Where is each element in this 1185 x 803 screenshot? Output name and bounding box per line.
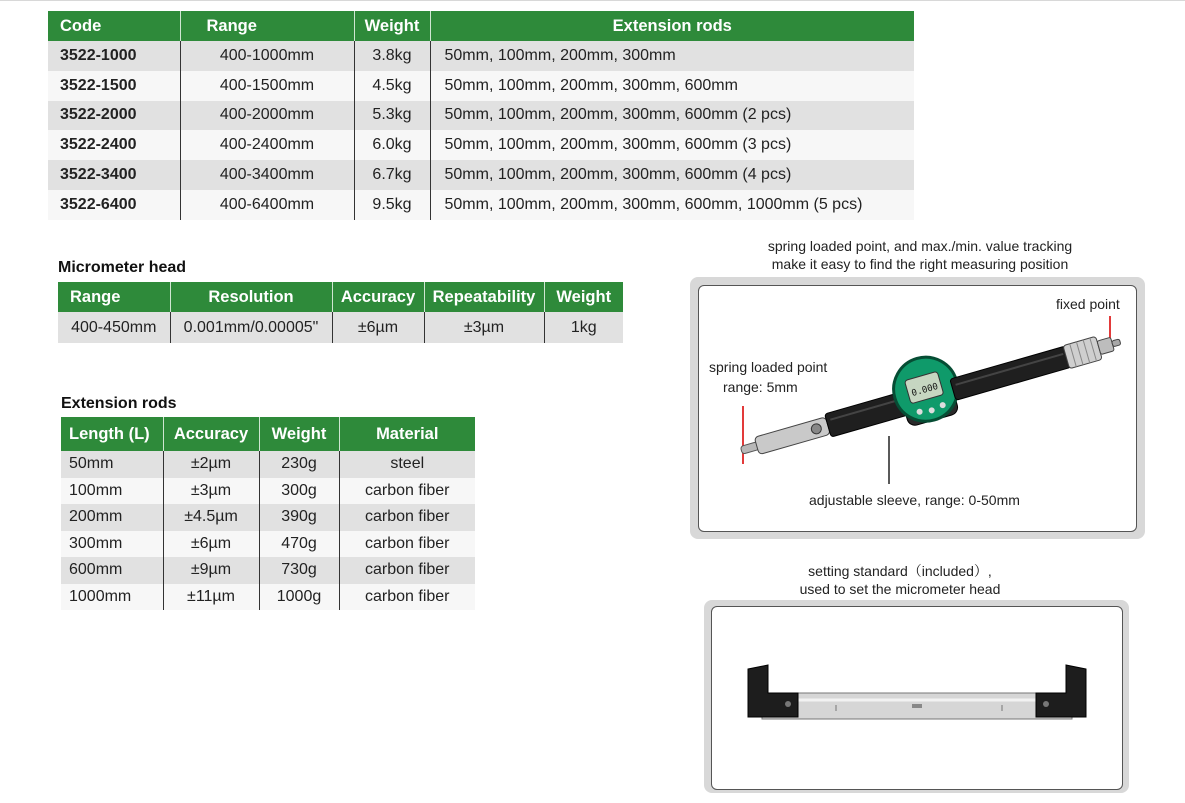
setting-standard-illustration [712, 607, 1122, 789]
rod-material: carbon fiber [339, 478, 475, 505]
col-header-repeatability: Repeatability [424, 282, 544, 312]
rod-material: steel [339, 451, 475, 478]
head-range: 400-450mm [58, 312, 170, 343]
model-rods: 50mm, 100mm, 200mm, 300mm, 600mm [430, 71, 914, 101]
model-rods: 50mm, 100mm, 200mm, 300mm, 600mm (3 pcs) [430, 130, 914, 160]
table-row [61, 478, 475, 505]
rod-accuracy: ±4.5µm [163, 504, 259, 531]
label-fixed-point: fixed point [1056, 296, 1120, 312]
head-accuracy: ±6µm [332, 312, 424, 343]
col-header-weight: Weight [259, 417, 339, 451]
rod-weight: 470g [259, 531, 339, 558]
bore-gauge-illustration [699, 286, 1136, 531]
table-row [48, 160, 914, 190]
table-row [48, 190, 914, 220]
rod-material: carbon fiber [339, 584, 475, 611]
col-header-range: Range [180, 11, 354, 41]
rod-weight: 730g [259, 557, 339, 584]
model-rods: 50mm, 100mm, 200mm, 300mm, 600mm, 1000mm (5 pcs) [430, 190, 914, 220]
model-range: 400-6400mm [180, 190, 354, 220]
extension-rods-header [61, 417, 475, 451]
head-weight: 1kg [544, 312, 623, 343]
rod-accuracy: ±3µm [163, 478, 259, 505]
model-weight: 9.5kg [354, 190, 430, 220]
model-rods: 50mm, 100mm, 200mm, 300mm, 600mm (4 pcs) [430, 160, 914, 190]
model-code: 3522-6400 [48, 190, 180, 220]
table-row [61, 504, 475, 531]
col-header-accuracy: Accuracy [332, 282, 424, 312]
col-header-code: Code [48, 11, 180, 41]
figure1-caption-line2: make it easy to find the right measuring position [771, 256, 1069, 272]
model-range: 400-1000mm [180, 41, 354, 71]
micrometer-head-title: Micrometer head [58, 259, 187, 276]
models-table-header [48, 11, 914, 41]
model-weight: 5.3kg [354, 101, 430, 131]
figure2-caption [700, 562, 1100, 598]
head-repeatability: ±3µm [424, 312, 544, 343]
figure2-caption-line2: used to set the micrometer head [799, 581, 1001, 597]
gauge-body [730, 303, 1126, 473]
figure2-caption-line1: setting standard（included）, [808, 563, 992, 579]
extension-rods-title: Extension rods [61, 395, 177, 412]
rod-material: carbon fiber [339, 557, 475, 584]
model-rods: 50mm, 100mm, 200mm, 300mm [430, 41, 914, 71]
model-code: 3522-2000 [48, 101, 180, 131]
table-row [48, 71, 914, 101]
rod-weight: 390g [259, 504, 339, 531]
figure1-caption-line1: spring loaded point, and max./min. value tracking [767, 238, 1073, 254]
col-header-weight: Weight [354, 11, 430, 41]
extension-rods-table [61, 417, 475, 610]
rod-weight: 230g [259, 451, 339, 478]
col-header-range: Range [58, 282, 170, 312]
label-spring-range: range: 5mm [723, 379, 798, 395]
rod-length: 300mm [61, 531, 163, 558]
table-row [48, 41, 914, 71]
col-header-extension-rods: Extension rods [430, 11, 914, 41]
label-spring-loaded-point: spring loaded point [709, 359, 828, 375]
model-code: 3522-2400 [48, 130, 180, 160]
top-rule [0, 0, 1185, 1]
left-jaw [748, 665, 798, 717]
rod-weight: 300g [259, 478, 339, 505]
rod-length: 600mm [61, 557, 163, 584]
right-jaw [1036, 665, 1086, 717]
table-row [61, 531, 475, 558]
table-row [61, 557, 475, 584]
model-weight: 4.5kg [354, 71, 430, 101]
col-header-length: Length (L) [61, 417, 163, 451]
model-range: 400-3400mm [180, 160, 354, 190]
setting-standard-panel [704, 600, 1129, 793]
model-range: 400-2000mm [180, 101, 354, 131]
model-range: 400-2400mm [180, 130, 354, 160]
rod-weight: 1000g [259, 584, 339, 611]
rod-accuracy: ±6µm [163, 531, 259, 558]
rod-length: 50mm [61, 451, 163, 478]
rod-length: 1000mm [61, 584, 163, 611]
table-row [61, 584, 475, 611]
rod-length: 200mm [61, 504, 163, 531]
rod-accuracy: ±2µm [163, 451, 259, 478]
table-row [48, 101, 914, 131]
setting-standard-frame [711, 606, 1123, 790]
rod-material: carbon fiber [339, 504, 475, 531]
model-weight: 6.7kg [354, 160, 430, 190]
rod-accuracy: ±11µm [163, 584, 259, 611]
model-weight: 3.8kg [354, 41, 430, 71]
rod-material: carbon fiber [339, 531, 475, 558]
micrometer-head-table [58, 282, 623, 343]
table-row [48, 130, 914, 160]
models-table [48, 11, 914, 220]
model-code: 3522-3400 [48, 160, 180, 190]
model-range: 400-1500mm [180, 71, 354, 101]
table-row [58, 312, 623, 343]
col-header-material: Material [339, 417, 475, 451]
gauge-display-text: 0.000 [910, 381, 940, 399]
col-header-accuracy: Accuracy [163, 417, 259, 451]
col-header-weight: Weight [544, 282, 623, 312]
micrometer-head-header [58, 282, 623, 312]
rod-accuracy: ±9µm [163, 557, 259, 584]
label-adjustable-sleeve: adjustable sleeve, range: 0-50mm [809, 492, 1020, 508]
gauge-figure-frame [698, 285, 1137, 532]
table-row [61, 451, 475, 478]
model-weight: 6.0kg [354, 130, 430, 160]
model-code: 3522-1000 [48, 41, 180, 71]
figure1-caption [720, 237, 1120, 273]
model-code: 3522-1500 [48, 71, 180, 101]
gauge-figure-panel [690, 277, 1145, 539]
model-rods: 50mm, 100mm, 200mm, 300mm, 600mm (2 pcs) [430, 101, 914, 131]
col-header-resolution: Resolution [170, 282, 332, 312]
head-resolution: 0.001mm/0.00005" [170, 312, 332, 343]
rod-length: 100mm [61, 478, 163, 505]
